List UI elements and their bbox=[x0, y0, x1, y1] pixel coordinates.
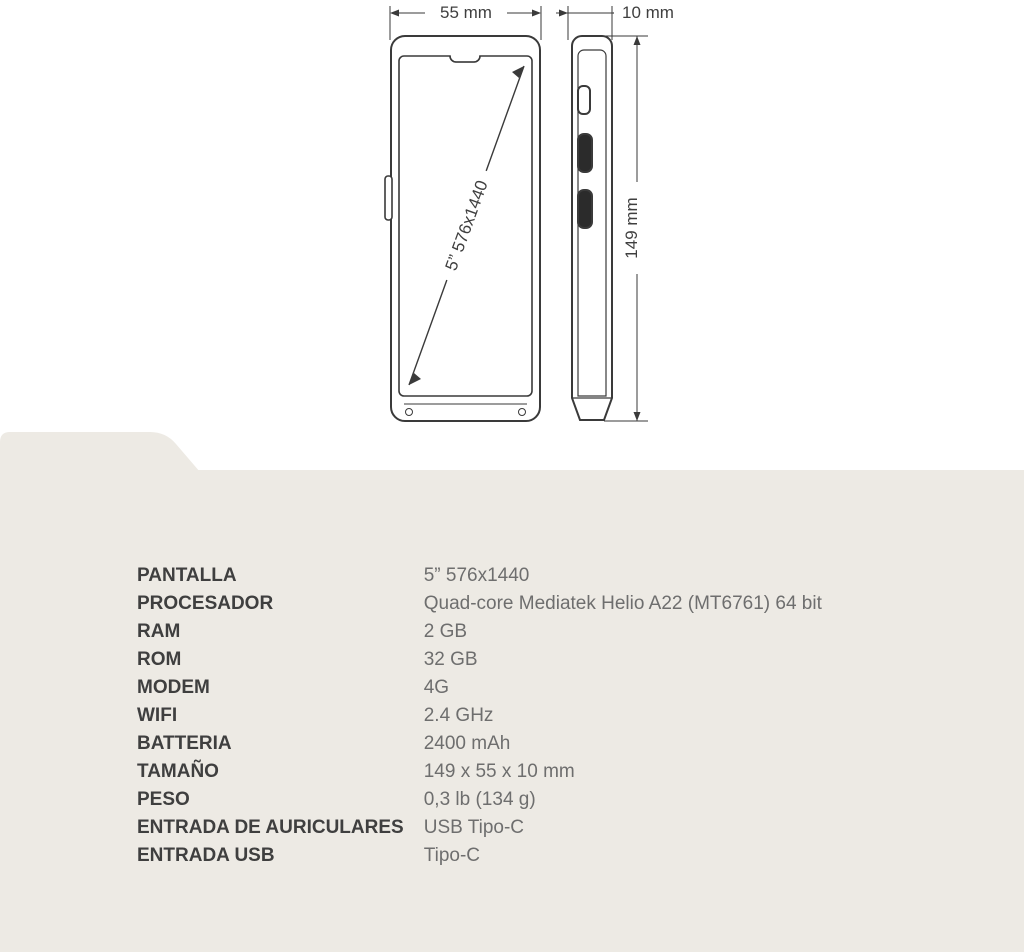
table-row bbox=[137, 590, 822, 618]
phone-side-view bbox=[572, 36, 612, 420]
spec-label: PANTALLA bbox=[137, 565, 237, 586]
table-row bbox=[137, 758, 822, 786]
table-row bbox=[137, 702, 822, 730]
spec-label: ROM bbox=[137, 649, 182, 670]
table-row bbox=[137, 730, 822, 758]
spec-value: 2 GB bbox=[423, 621, 468, 642]
depth-dimension bbox=[556, 2, 684, 40]
specifications-table bbox=[137, 562, 822, 870]
spec-value: USB Tipo-C bbox=[423, 817, 525, 838]
screen-diagonal-label: 5” 576x1440 bbox=[441, 177, 492, 274]
phone-side-button-lower bbox=[578, 190, 592, 228]
spec-value: Tipo-C bbox=[423, 845, 481, 866]
phone-dimensions-diagram bbox=[0, 0, 1024, 470]
table-row bbox=[137, 562, 822, 590]
phone-side-button-middle bbox=[578, 134, 592, 172]
spec-value: 149 x 55 x 10 mm bbox=[423, 761, 575, 782]
table-row bbox=[137, 674, 822, 702]
table-row bbox=[137, 842, 822, 870]
specifications-panel bbox=[0, 470, 1024, 952]
spec-value: 32 GB bbox=[423, 649, 478, 670]
phone-front-view bbox=[385, 36, 540, 421]
spec-label: ENTRADA USB bbox=[137, 845, 275, 866]
spec-label: RAM bbox=[137, 621, 181, 642]
spec-label: PROCESADOR bbox=[137, 593, 274, 614]
spec-value: Quad-core Mediatek Helio A22 (MT6761) 64 bit bbox=[423, 593, 822, 614]
height-dimension-label: 149 mm bbox=[622, 197, 641, 259]
diagram-svg bbox=[0, 0, 1024, 470]
table-row bbox=[137, 786, 822, 814]
phone-bottom-dot-right bbox=[519, 409, 526, 416]
width-dimension-label: 55 mm bbox=[440, 3, 492, 22]
phone-bottom-dot-left bbox=[406, 409, 413, 416]
spec-label: BATTERIA bbox=[137, 733, 232, 754]
spec-label: WIFI bbox=[137, 705, 178, 726]
spec-value: 2400 mAh bbox=[423, 733, 511, 754]
depth-dimension-label: 10 mm bbox=[622, 3, 674, 22]
spec-value: 2.4 GHz bbox=[423, 705, 494, 726]
width-dimension bbox=[390, 2, 541, 40]
table-row bbox=[137, 646, 822, 674]
spec-label: MODEM bbox=[137, 677, 210, 698]
table-row bbox=[137, 814, 822, 842]
spec-label: ENTRADA DE AURICULARES bbox=[137, 817, 404, 838]
spec-value: 0,3 lb (134 g) bbox=[423, 789, 536, 810]
spec-label: PESO bbox=[137, 789, 190, 810]
table-row bbox=[137, 618, 822, 646]
spec-label: TAMAÑO bbox=[137, 761, 219, 782]
spec-value: 4G bbox=[423, 677, 450, 698]
phone-front-side-button bbox=[385, 176, 392, 220]
spec-value: 5” 576x1440 bbox=[423, 565, 530, 586]
phone-side-button-top bbox=[578, 86, 590, 114]
